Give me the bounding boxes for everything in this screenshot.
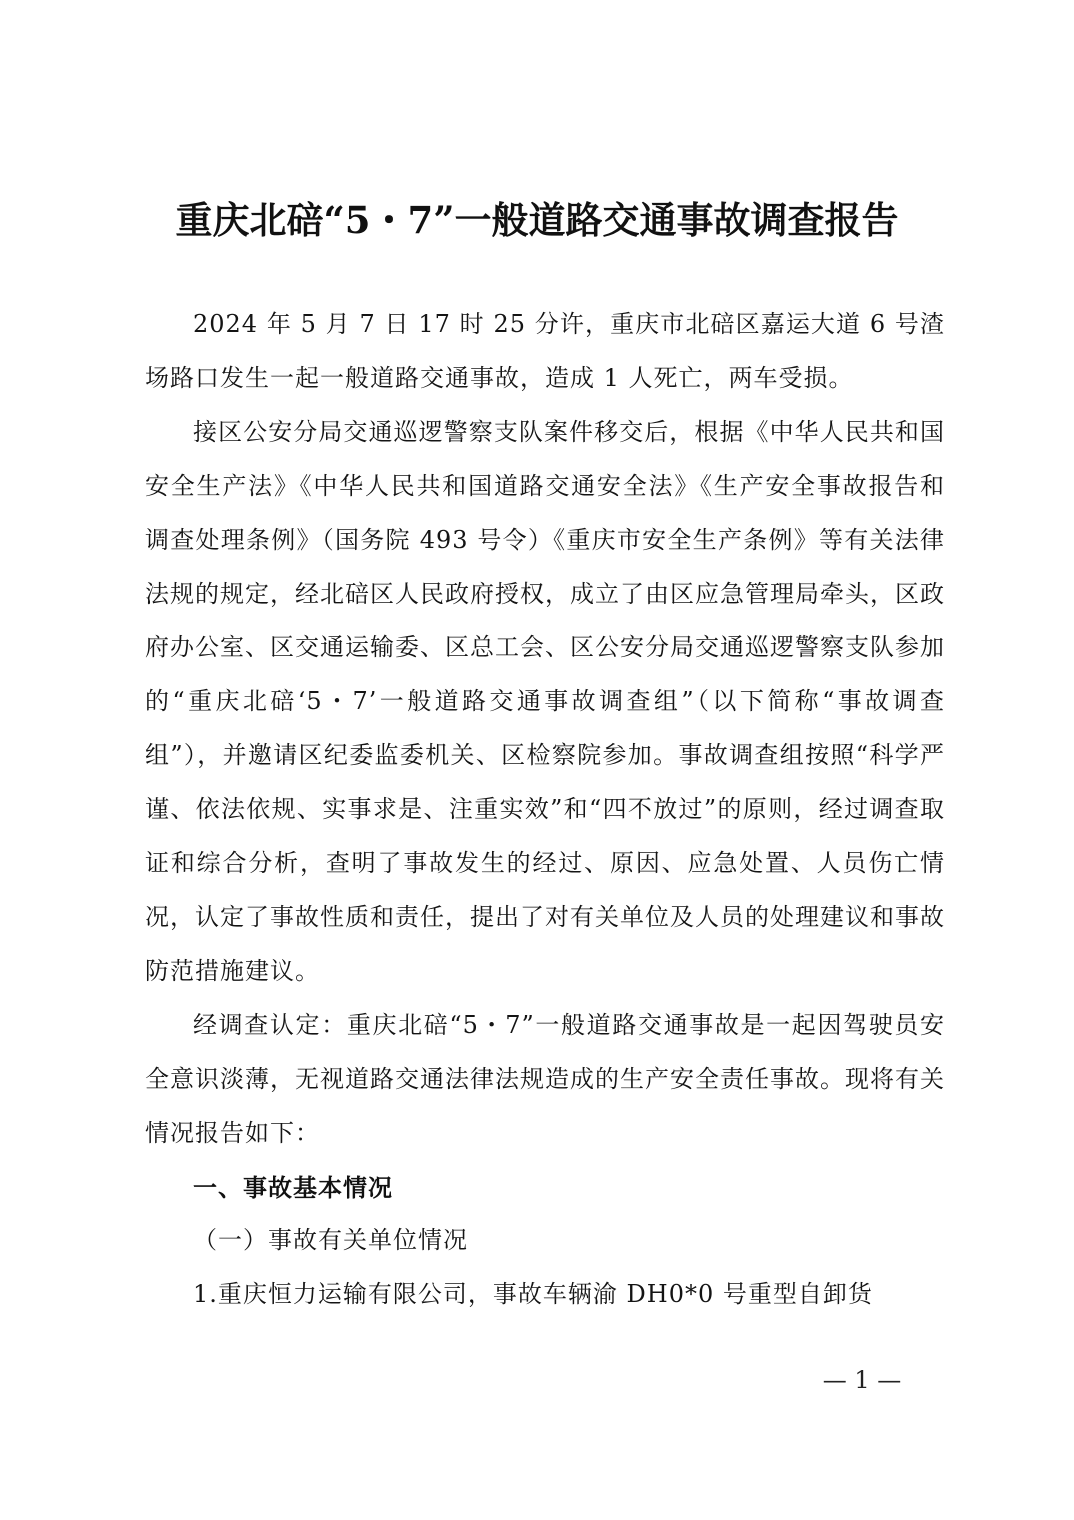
paragraph-accident-summary: 2024 年 5 月 7 日 17 时 25 分许，重庆市北碚区嘉运大道 6 号渣场路口发生一起一般道路交通事故，造成 1 人死亡，两车受损。: [145, 310, 945, 392]
subsection-heading: （一）事故有关单位情况: [193, 1226, 468, 1255]
page-number: — 1 —: [822, 1366, 902, 1394]
paragraph-investigation-conclusion: 经调查认定：重庆北碚“5・7”一般道路交通事故是一起因驾驶员安全意识淡薄，无视道路交通法律法规造成的生产安全责任事故。现将有关情况报告如下：: [145, 1010, 945, 1147]
document-body: [145, 298, 945, 1322]
list-item: 1.重庆恒力运输有限公司，事故车辆渝 DH0*0 号重型自卸货: [193, 1280, 873, 1309]
paragraph-investigation-basis: 接区公安分局交通巡逻警察支队案件移交后，根据《中华人民共和国安全生产法》《中华人民共和国道路交通安全法》《生产安全事故报告和调查处理条例》（国务院 493 号令）《重庆市安全生产条例》等有关法律法规的规定，经北碚区人民政府授权，成立了由区应急管理局牵头，区政府办公室、区交通运输委、区总工会、区公安分局交通巡逻警察支队参加的“重庆北碚‘5・7’一般道路交通事故调查组”（以下简称“事故调查组”），并邀请区纪委监委机关、区检察院参加。事故调查组按照“科学严谨、依法依规、实事求是、注重实效”和“四不放过”的原则，经过调查取证和综合分析，查明了事故发生的经过、原因、应急处置、人员伤亡情况，认定了事故性质和责任，提出了对有关单位及人员的处理建议和事故防范措施建议。: [145, 417, 945, 985]
document-title: 重庆北碚“5・7”一般道路交通事故调查报告: [175, 198, 899, 242]
section-heading: 一、事故基本情况: [193, 1172, 393, 1202]
